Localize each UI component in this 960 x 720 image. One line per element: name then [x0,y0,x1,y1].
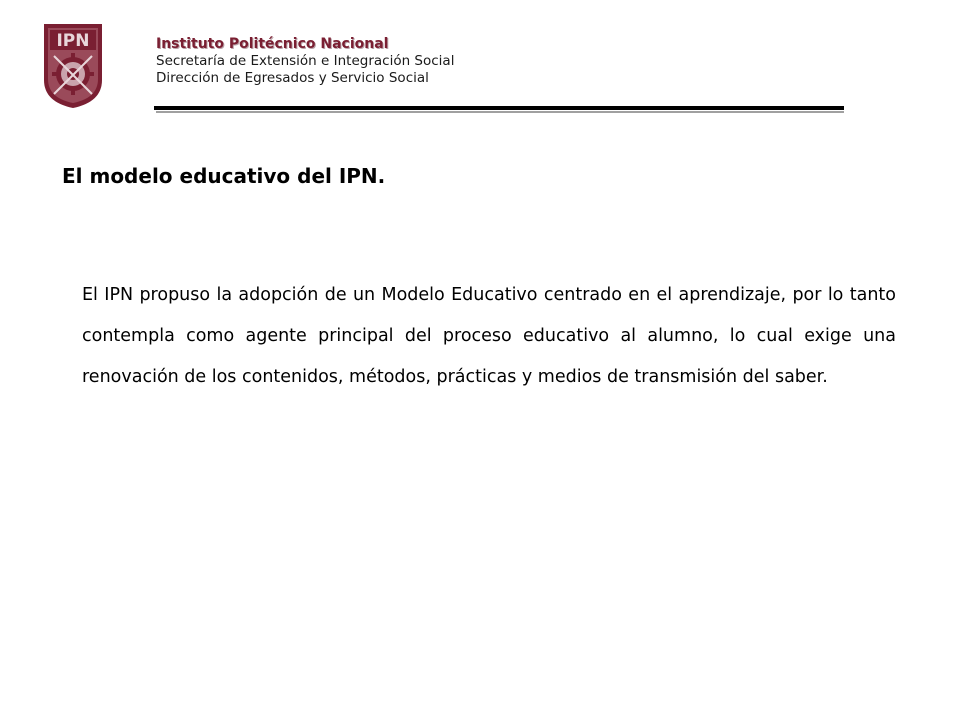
secretariat-name: Secretaría de Extensión e Integración Social [156,53,455,69]
header-divider-shadow [156,111,844,113]
institution-name: Instituto Politécnico Nacional [156,36,389,52]
ipn-shield-icon [40,22,106,110]
slide-paragraph: El IPN propuso la adopción de un Modelo Educativo centrado en el aprendizaje, por lo tanto contempla como agente principal del proceso educativo al alumno, lo cual exige una renovación de los contenidos, métodos, prácticas y medios de transmisión del saber. [82,285,896,387]
header-institution-block [156,36,454,87]
header-divider [154,106,844,110]
slide-title: El modelo educativo del IPN. [62,164,386,188]
direction-name: Dirección de Egresados y Servicio Social [156,70,429,86]
svg-text:IPN: IPN [56,31,90,51]
